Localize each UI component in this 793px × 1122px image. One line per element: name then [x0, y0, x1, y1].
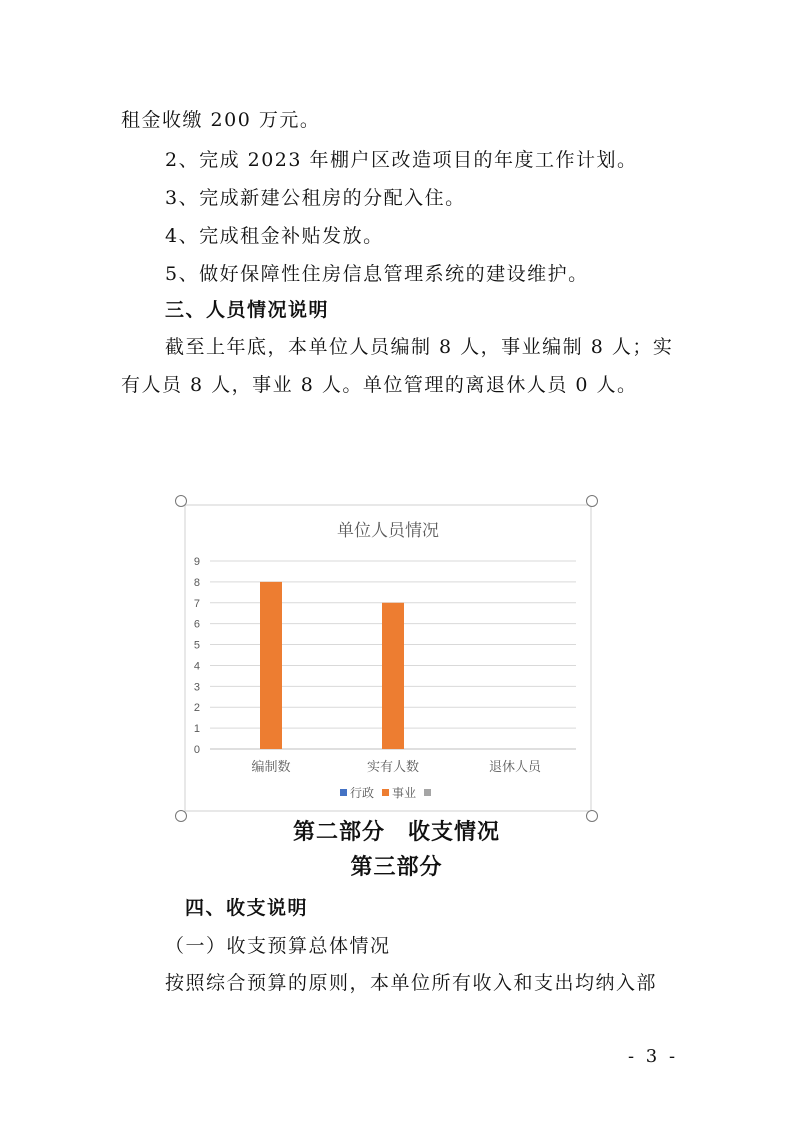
page-number: - 3 -: [628, 1046, 679, 1067]
legend-label: 事业: [392, 786, 417, 800]
chart-title: 单位人员情况: [337, 521, 439, 540]
paragraph-line-2: 有人员 8 人，事业 8 人。单位管理的离退休人员 0 人。: [121, 374, 638, 396]
section-4-heading: 四、收支说明: [185, 897, 309, 919]
y-tick-label: 7: [193, 597, 200, 610]
body-line-4: 4、完成租金补贴发放。: [165, 225, 384, 247]
x-tick-label: 编制数: [251, 759, 291, 774]
y-tick-label: 2: [193, 702, 200, 715]
y-tick-label: 1: [193, 723, 200, 736]
resize-handle-bottom-left[interactable]: [175, 810, 187, 822]
y-tick-label: 3: [193, 681, 200, 694]
embedded-chart-frame[interactable]: [180, 500, 596, 818]
legend-swatch: [340, 789, 347, 796]
legend-label: 行政: [350, 786, 375, 800]
body-line-2: 2、完成 2023 年棚户区改造项目的年度工作计划。: [165, 149, 638, 171]
resize-handle-bottom-right[interactable]: [586, 810, 598, 822]
section-4-line: 按照综合预算的原则，本单位所有收入和支出均纳入部: [165, 972, 658, 994]
body-line-5: 5、做好保障性住房信息管理系统的建设维护。: [165, 263, 589, 285]
y-tick-label: 5: [193, 639, 200, 652]
y-tick-label: 0: [193, 744, 200, 756]
bar-事业-实有人数: [382, 603, 404, 749]
section-4-subheading: （一）收支预算总体情况: [165, 935, 391, 957]
body-line-3: 3、完成新建公租房的分配入住。: [165, 187, 466, 209]
y-tick-label: 6: [193, 618, 200, 631]
bar-chart: [180, 500, 596, 818]
legend-swatch: [424, 789, 431, 796]
paragraph-line-1: 截至上年底，本单位人员编制 8 人，事业编制 8 人；实: [165, 336, 674, 358]
part-2-title: 第二部分 收支情况: [292, 819, 500, 845]
legend-swatch: [382, 789, 389, 796]
resize-handle-top-left[interactable]: [175, 495, 187, 507]
body-line-1: 租金收缴 200 万元。: [121, 109, 321, 131]
x-tick-label: 退休人员: [488, 759, 542, 774]
bar-事业-编制数: [260, 582, 282, 749]
section-3-heading: 三、人员情况说明: [165, 299, 330, 321]
y-tick-label: 9: [193, 556, 200, 568]
y-tick-label: 4: [193, 660, 200, 673]
resize-handle-top-right[interactable]: [586, 495, 598, 507]
x-tick-label: 实有人数: [366, 759, 420, 774]
part-3-title: 第三部分: [350, 854, 443, 880]
y-tick-label: 8: [193, 576, 200, 589]
